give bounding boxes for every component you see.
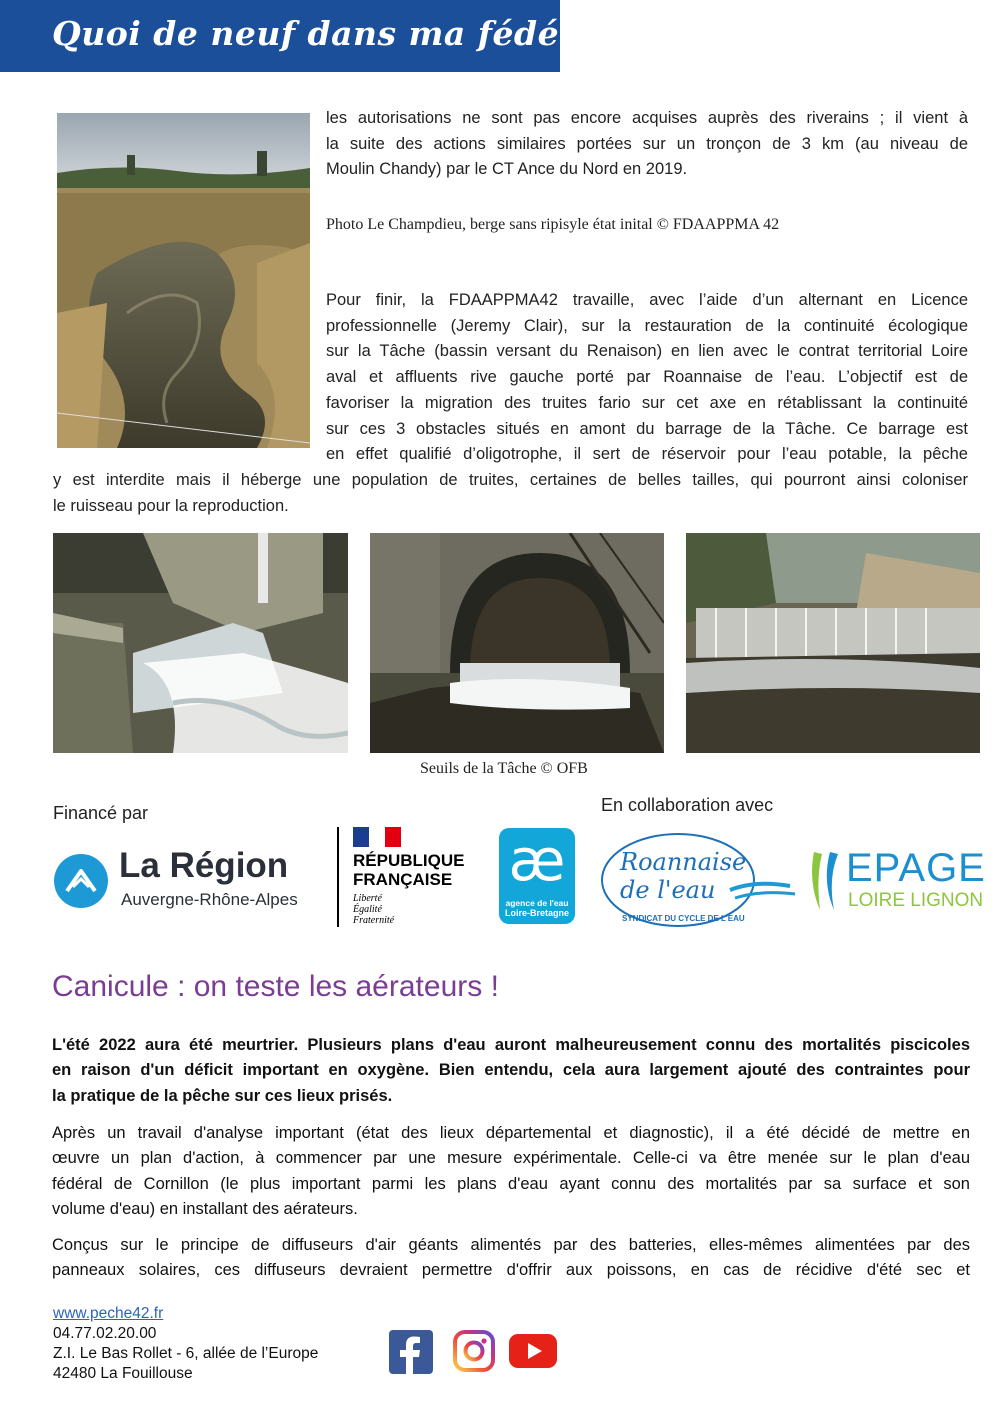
epage-line1: EPAGE: [846, 846, 986, 890]
epage-leaf-icon: [808, 848, 848, 914]
paragraph-line: volume d'eau) en installant des aérateurs.: [52, 1199, 358, 1218]
section-title: Canicule : on teste les aérateurs !: [52, 970, 499, 1003]
address-line-1: Z.I. Le Bas Rollet - 6, allée de l’Europe: [53, 1345, 319, 1362]
paragraph-line: les autorisations ne sont pas encore acquises auprès des riverains ; il vient à: [326, 109, 968, 127]
paragraph-line: sur ces 3 obstacles situés en amont du barrage de la Tâche. Ce barrage est: [326, 419, 968, 438]
rf-motto1: Liberté: [353, 893, 382, 904]
region-emblem-icon: [53, 853, 109, 909]
rf-motto3: Fraternité: [353, 915, 395, 926]
page-title: Quoi de neuf dans ma fédé ?: [52, 14, 591, 53]
website-link[interactable]: www.peche42.fr: [53, 1305, 164, 1322]
section-paragraph-2: [52, 1121, 970, 1222]
instagram-icon[interactable]: [453, 1330, 495, 1372]
agence-line2: Loire-Bretagne: [504, 908, 569, 918]
gallery-caption: Seuils de la Tâche © OFB: [420, 760, 588, 777]
footer-contact: [53, 1304, 318, 1384]
paragraph-line: la pratique de la pêche sur ces lieux prisés.: [52, 1086, 393, 1105]
photo-caption: Photo Le Champdieu, berge sans ripisyle état inital © FDAAPPMA 42: [326, 216, 780, 233]
funded-by-label: Financé par: [53, 803, 149, 823]
address-line-2: 42480 La Fouillouse: [53, 1365, 193, 1382]
paragraph-line: y est interdite mais il héberge une population de truites, certaines de belles tailles, qui pourront ainsi coloniser: [53, 471, 968, 489]
paragraph-line: favoriser la migration des truites fario sur cet axe en rétablissant la continuité: [326, 393, 968, 412]
youtube-icon[interactable]: [509, 1334, 557, 1368]
rf-line1: RÉPUBLIQUE: [353, 851, 465, 870]
roannaise-line2: de l'eau: [620, 876, 716, 904]
roannaise-logo: [600, 828, 800, 928]
paragraph-line: la suite des actions similaires portées sur un tronçon de 3 km (au niveau de: [326, 134, 968, 153]
region-name: La Région: [119, 846, 289, 885]
rf-motto2: Égalité: [353, 904, 382, 915]
paragraph-line: œuvre un plan d'action, à commencer par une mesure expérimentale. Celle-ci va être menée sur le plan d'eau: [52, 1149, 970, 1168]
roannaise-sub: SYNDICAT DU CYCLE DE L'EAU: [622, 914, 745, 923]
paragraph-line: en raison d'un déficit important en oxygène. Bien entendu, cela aura largement ajouté des contraintes pour: [52, 1061, 970, 1080]
paragraph-line: aval et affluents rive gauche porté par Roannaise de l’eau. L’objectif est de: [326, 368, 968, 387]
republique-francaise-logo: [337, 827, 477, 927]
epage-line2: LOIRE LIGNON: [848, 890, 984, 911]
paragraph-line: L'été 2022 aura été meurtrier. Plusieurs plans d'eau auront malheureusement connu des mortalités piscicoles: [52, 1036, 970, 1054]
paragraph-line: fédéral de Cornillon (le plus important parmi les plans d'eau ayant connu des mortalités par sa surface et son: [52, 1174, 970, 1193]
paragraph-line: sur la Tâche (bassin versant du Renaison) en lien avec le contrat territorial Loire: [326, 342, 968, 361]
weir-photo-1: [53, 533, 348, 753]
section-paragraph-1: [52, 1033, 970, 1109]
paragraph-line: Conçus sur le principe de diffuseurs d'air géants alimentés par des batteries, elles-mêmes alimentées par des: [52, 1236, 970, 1254]
la-region-logo: [53, 846, 323, 912]
section-paragraph-3: [52, 1233, 970, 1284]
marianne-icon: [353, 827, 401, 847]
phone-number: 04.77.02.20.00: [53, 1325, 157, 1342]
agence-eau-logo: [499, 828, 575, 924]
intro-paragraph: [326, 106, 968, 183]
paragraph-line: Moulin Chandy) par le CT Ance du Nord en 2019.: [326, 160, 688, 179]
facebook-icon[interactable]: [389, 1330, 433, 1374]
weir-photo-3: [686, 533, 980, 753]
restoration-paragraph: [326, 288, 968, 468]
paragraph-line: le ruisseau pour la reproduction.: [53, 496, 289, 515]
epage-logo: [808, 848, 998, 918]
paragraph-line: Après un travail d'analyse important (état des lieux départemental et diagnostic), il a été décidé de mettre en: [52, 1124, 970, 1142]
weir-photo-2: [370, 533, 664, 753]
roannaise-line1: Roannaise: [620, 848, 747, 876]
paragraph-line: panneaux solaires, ces diffuseurs devraient permettre d'offrir aux poissons, en cas de récidive d'été sec et: [52, 1261, 970, 1280]
restoration-paragraph-end: [53, 468, 968, 519]
collaboration-label: En collaboration avec: [601, 795, 774, 815]
paragraph-line: Pour finir, la FDAAPPMA42 travaille, avec l’aide d’un alternant en Licence: [326, 291, 968, 309]
rf-line2: FRANÇAISE: [353, 870, 453, 889]
region-sub: Auvergne-Rhône-Alpes: [121, 890, 298, 909]
paragraph-line: professionnelle (Jeremy Clair), sur la restauration de la continuité écologique: [326, 316, 968, 335]
agence-mark: æ: [508, 826, 566, 894]
rf-divider: [337, 827, 339, 927]
agence-line1: agence de l'eau: [505, 898, 569, 908]
stream-photo: [57, 113, 310, 448]
paragraph-line: en effet qualifié d’oligotrophe, il sert de réservoir pour l’eau potable, la pêche: [326, 445, 968, 464]
